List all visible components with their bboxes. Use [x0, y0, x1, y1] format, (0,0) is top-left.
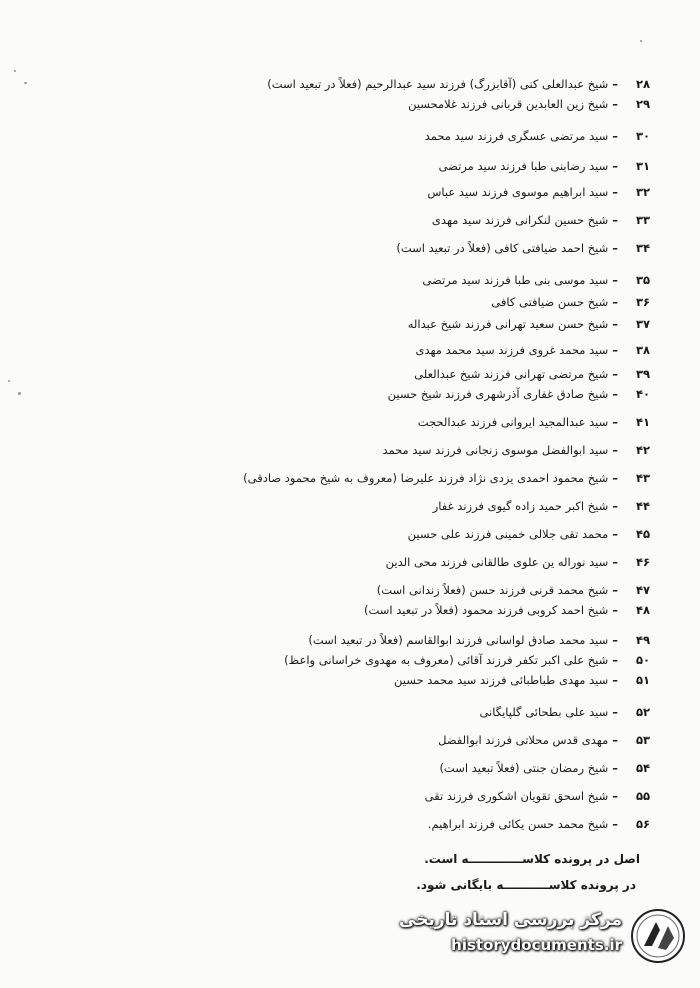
item-text: سید عبدالمجید ایروانی فرزند عبدالحجت [417, 415, 609, 429]
item-text: شیخ محمد حسن یکائی فرزند ابراهیم. [427, 817, 609, 831]
item-number: ۳۰ [635, 129, 650, 143]
item-number: ۴۸ [635, 603, 650, 617]
item-number: ۴۶ [635, 555, 650, 569]
item-number: ۴۷ [635, 583, 650, 597]
item-number: ۳۵ [635, 273, 650, 287]
scan-speck [640, 40, 642, 42]
item-text: سید محمد غروی فرزند سید محمد مهدی [415, 343, 609, 357]
item-text: شیخ محمد قرنی فرزند حسن (فعلاً زندانی است) [376, 583, 609, 597]
item-dash: – [612, 213, 618, 227]
item-number: ۴۲ [635, 443, 650, 457]
list-item [180, 212, 650, 228]
item-text: شیخ محمود احمدی یزدی نژاد فرزند علیرضا (معروف به شیخ محمود صادقی) [243, 471, 609, 485]
watermark [392, 906, 692, 966]
item-dash: – [612, 761, 618, 775]
item-number: ۳۱ [635, 159, 650, 173]
item-dash: – [612, 733, 618, 747]
list-item [180, 498, 650, 514]
list-item [180, 128, 650, 144]
item-text: شیخ علی اکبر تکفر فرزند آقائی (معروف به مهدوی خراسانی واعظ) [284, 653, 609, 667]
item-dash: – [612, 633, 618, 647]
item-number: ۳۶ [635, 295, 650, 309]
list-item [180, 470, 650, 486]
item-text: شیخ زین العابدین قربانی فرزند غلامحسین [408, 97, 609, 111]
item-number: ۴۵ [635, 527, 650, 541]
item-dash: – [612, 129, 618, 143]
item-dash: – [612, 97, 618, 111]
item-number: ۳۹ [635, 367, 650, 381]
list-item [180, 158, 650, 174]
item-text: شیخ اسحق تقویان اشکوری فرزند تقی [424, 789, 609, 803]
list-item [180, 96, 650, 112]
item-text: سید ابراهیم موسوی فرزند سید عباس [427, 185, 609, 199]
item-dash: – [612, 443, 618, 457]
list-item [180, 602, 650, 618]
item-dash: – [612, 317, 618, 331]
item-dash: – [612, 705, 618, 719]
item-number: ۵۵ [635, 789, 650, 803]
item-text: شیخ مرتضی تهرانی فرزند شیخ عبدالعلی [414, 367, 609, 381]
item-text: شیخ احمد ضیافتی کافی (فعلاً در تبعید است) [396, 241, 609, 255]
item-dash: – [612, 159, 618, 173]
item-dash: – [612, 499, 618, 513]
list-item [180, 672, 650, 688]
item-text: سید ابوالفضل موسوی زنجانی فرزند سید محمد [382, 443, 609, 457]
item-dash: – [612, 77, 618, 91]
item-dash: – [612, 343, 618, 357]
item-dash: – [612, 653, 618, 667]
item-number: ۲۹ [635, 97, 650, 111]
watermark-title: مرکز بررسی اسناد تاریخی [399, 910, 622, 930]
item-number: ۵۰ [635, 653, 650, 667]
item-dash: – [612, 583, 618, 597]
list-item [180, 816, 650, 832]
list-item [180, 760, 650, 776]
list-item [180, 366, 650, 382]
list-item [180, 442, 650, 458]
item-text: شیخ رمضان جنتی (فعلاً تبعید است) [439, 761, 609, 775]
list-item [180, 554, 650, 570]
list-item [180, 704, 650, 720]
item-number: ۴۱ [635, 415, 650, 429]
item-number: ۴۹ [635, 633, 650, 647]
list-item [180, 294, 650, 310]
list-item [180, 788, 650, 804]
footer-line-archive: در پرونده کلاســـــــــــه بایگانی شود. [416, 878, 636, 892]
list-item [180, 632, 650, 648]
item-text: سید نوراله ین علوی طالقانی فرزند محی الدین [385, 555, 609, 569]
item-text: شیخ حسن سعید تهرانی فرزند شیخ عبداله [407, 317, 609, 331]
footer-line-original: اصل در پرونده کلاســـــــــــــه است. [424, 852, 640, 866]
list-item [180, 526, 650, 542]
list-item [180, 386, 650, 402]
item-dash: – [612, 241, 618, 255]
list-item [180, 342, 650, 358]
item-number: ۳۴ [635, 241, 650, 255]
item-text: محمد تقی جلالی خمینی فرزند علی حسین [407, 527, 609, 541]
item-number: ۵۶ [635, 817, 650, 831]
item-text: سید رضابنی طبا فرزند سید مرتضی [438, 159, 609, 173]
item-text: شیخ عبدالعلی کنی (آقابزرگ) فرزند سید عبدالرحیم (فعلاً در تبعید است) [267, 77, 609, 91]
item-number: ۳۲ [635, 185, 650, 199]
item-number: ۵۴ [635, 761, 650, 775]
item-dash: – [612, 817, 618, 831]
item-text: شیخ اکبر حمید زاده گیوی فرزند غفار [432, 499, 609, 513]
list-item [180, 76, 650, 92]
scan-speck [24, 82, 27, 84]
item-dash: – [612, 367, 618, 381]
item-dash: – [612, 415, 618, 429]
item-text: مهدی قدس محلاتی فرزند ابوالفضل [438, 733, 609, 747]
item-text: شیخ حسین لنکرانی فرزند سید مهدی [431, 213, 609, 227]
item-text: سید مهدی طباطبائی فرزند سید محمد حسین [394, 673, 609, 687]
item-number: ۲۸ [635, 77, 650, 91]
item-number: ۵۲ [635, 705, 650, 719]
item-number: ۳۳ [635, 213, 650, 227]
scan-speck [18, 392, 21, 395]
item-text: شیخ صادق غفاری آذرشهری فرزند شیخ حسین [387, 387, 609, 401]
scan-speck [14, 70, 16, 72]
watermark-url: historydocuments.ir [451, 936, 622, 954]
item-number: ۴۰ [635, 387, 650, 401]
item-number: ۳۸ [635, 343, 650, 357]
item-text: شیخ احمد کروبی فرزند محمود (فعلاً در تبعید است) [363, 603, 609, 617]
item-number: ۴۳ [635, 471, 650, 485]
item-dash: – [612, 555, 618, 569]
list-item [180, 184, 650, 200]
item-text: شیخ حسن ضیافتی کافی [491, 295, 609, 309]
item-text: سید محمد صادق لواسانی فرزند ابوالقاسم (فعلاً در تبعید است) [308, 633, 609, 647]
list-item [180, 240, 650, 256]
item-dash: – [612, 789, 618, 803]
item-number: ۵۳ [635, 733, 650, 747]
list-item [180, 414, 650, 430]
item-dash: – [612, 471, 618, 485]
list-item [180, 272, 650, 288]
item-dash: – [612, 273, 618, 287]
scan-speck [8, 380, 10, 382]
list-item [180, 316, 650, 332]
item-dash: – [612, 295, 618, 309]
item-text: سید موسی بنی طبا فرزند سید مرتضی [422, 273, 609, 287]
item-number: ۵۱ [635, 673, 650, 687]
item-text: سید علی بطحائی گلپایگانی [479, 705, 609, 719]
list-item [180, 652, 650, 668]
list-item [180, 582, 650, 598]
item-number: ۳۷ [635, 317, 650, 331]
item-dash: – [612, 603, 618, 617]
item-dash: – [612, 527, 618, 541]
item-number: ۴۴ [635, 499, 650, 513]
list-item [180, 732, 650, 748]
item-text: سید مرتضی عسگری فرزند سید محمد [424, 129, 609, 143]
archive-logo-icon [630, 908, 686, 964]
item-dash: – [612, 387, 618, 401]
item-dash: – [612, 673, 618, 687]
item-dash: – [612, 185, 618, 199]
